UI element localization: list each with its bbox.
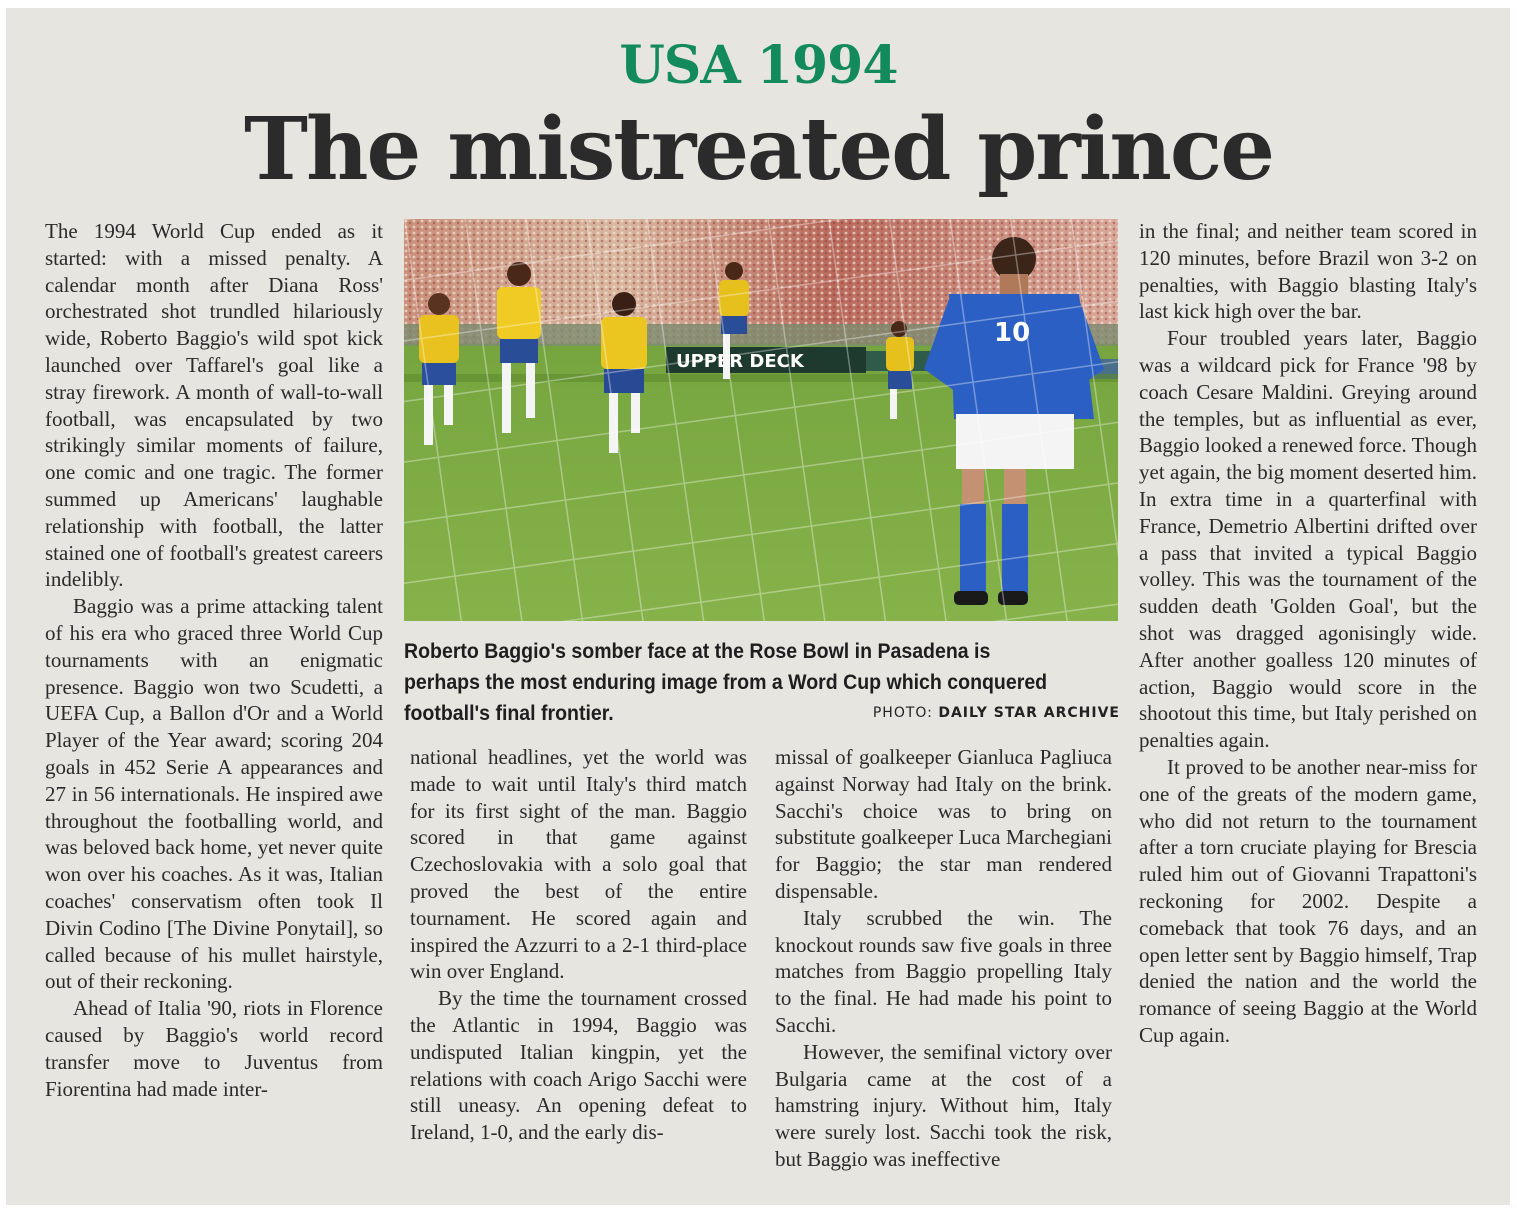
article-column-2: [410, 744, 747, 1146]
headline: The mistreated prince: [244, 99, 1273, 200]
photo-credit: [860, 705, 1120, 721]
paragraph: By the time the tournament crossed the Atlantic in 1994, Baggio was undisputed Italian kingpin, yet the relations with coach Arigo Sacchi were still uneasy. An opening defeat to Ireland, 1-0, and the early dis-: [410, 986, 747, 1145]
paragraph: However, the semifinal victory over Bulgaria came at the cost of a hamstring injury. Without him, Italy were surely lost. Sacchi took the risk, but Baggio was ineffective: [775, 1039, 1112, 1171]
article-column-1: [45, 218, 383, 1102]
paragraph: The 1994 World Cup ended as it started: with a missed penalty. A calendar month after Diana Ross' orchestrated shot trundled hilariously wide, Roberto Baggio's wild spot kick launched over Taffarel's goal like a stray firework. A month of wall-to-wall football, was encapsulated by two strikingly similar moments of failure, one comic and one tragic. The former summed up Americans' laughable relationship with football, the latter stained one of football's greatest careers indelibly.: [45, 219, 383, 592]
credit-source: DAILY STAR ARCHIVE: [938, 705, 1120, 721]
paragraph: Ahead of Italia '90, riots in Florence caused by Baggio's world record transfer move to Juventus from Fiorentina had made inter-: [45, 996, 383, 1101]
paragraph: missal of goalkeeper Gianluca Pagliuca against Norway had Italy on the brink. Sacchi's choice was to bring on substitute goalkeeper Luca Marchegiani for Baggio; the star man rendered dispensable.: [775, 745, 1112, 903]
paragraph: in the final; and neither team scored in 120 minutes, before Brazil won 3-2 on penalties, with Baggio blasting Italy's last kick high over the bar.: [1139, 219, 1477, 324]
paragraph: national headlines, yet the world was made to wait until Italy's third match for its first sight of the man. Baggio scored in that game against Czechoslovakia with a solo goal that proved the best of the entire tournament. He scored again and inspired the Azzurri to a 2-1 third-place win over England.: [410, 745, 747, 984]
article-column-3: [775, 744, 1112, 1173]
paragraph: Four troubled years later, Baggio was a wildcard pick for France '98 by coach Cesare Maldini. Greying around the temples, but as influential as ever, Baggio looked a renewed force. Though yet again, the big moment deserted him. In extra time in a quarterfinal with France, Demetrio Albertini drifted over a pass that invited a typical Baggio volley. This was the tournament of the sudden death 'Golden Goal', but the shot was dragged agonisingly wide. After another goalless 120 minutes of action, Baggio would score in the shootout this time, but Italy perished on penalties again.: [1139, 326, 1477, 753]
credit-label: PHOTO:: [872, 705, 933, 721]
paragraph: It proved to be another near-miss for one of the greats of the modern game, who did not return to the tournament after a torn cruciate playing for Brescia ruled him out of Giovanni Trapattoni's reckoning for 2002. Despite a comeback that took 76 days, and an open letter sent by Baggio himself, Trap denied the nation and the world the romance of seeing Baggio at the World Cup again.: [1139, 754, 1477, 1047]
section-kicker: USA 1994: [619, 35, 898, 96]
article-column-4: [1139, 218, 1477, 1049]
paragraph: Italy scrubbed the win. The knockout rounds saw five goals in three matches from Baggio propelling Italy to the final. He had made his point to Sacchi.: [775, 905, 1112, 1037]
photo-caption: Roberto Baggio's somber face at the Rose Bowl in Pasadena is perhaps the most enduring image from a Word Cup which conquered football's final frontier.: [404, 640, 1048, 725]
news-photo: [404, 219, 1118, 621]
paragraph: Baggio was a prime attacking talent of his era who graced three World Cup tournaments with an enigmatic presence. Baggio won two Scudetti, a UEFA Cup, a Ballon d'Or and a World Player of the Year award; scoring 204 goals in 452 Serie A appearances and 27 in 56 internationals. He inspired awe throughout the footballing world, and was beloved back home, yet never quite won over his coaches. As it was, Italian coaches' conservatism often took Il Divin Codino [The Divine Ponytail], so called because of his mullet hairstyle, out of their reckoning.: [45, 594, 383, 994]
